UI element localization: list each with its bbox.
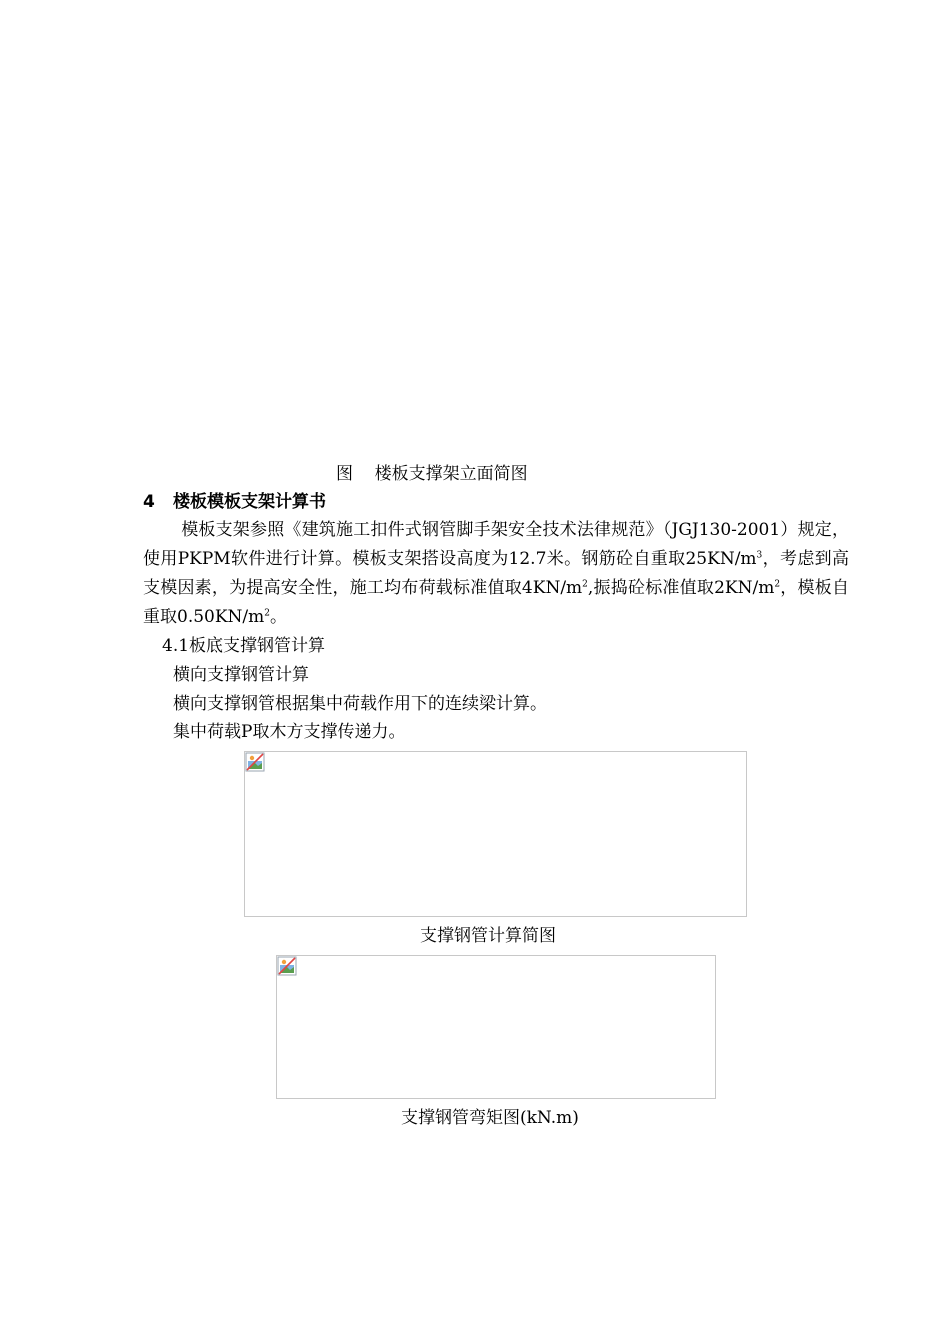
figure2-caption: 支撑钢管弯矩图(kN.m) [401,1108,579,1128]
text-line: 横向支撑钢管根据集中荷载作用下的连续梁计算。 [173,694,547,714]
broken-image-icon [245,752,265,772]
intro-paragraph: 模板支架参照《建筑施工扣件式钢管脚手架安全技术法律规范》（JGJ130-2001）规定，使用PKPM软件进行计算。模板支架搭设高度为12.7米。钢筋砼自重取$25KN/m^3$，考虑到高支模因素，为提高安全性，施工均布荷载标准值取$4KN/m^2$,振捣砼标准值取$2KN/m^2$，模板自重取$0.50KN/m^2$。 [143,520,850,627]
section-heading [143,492,326,512]
section-title: 楼板模板支架计算书 [173,492,326,512]
figure-caption-elevation: 图 楼板支撑架立面简图 [336,464,528,484]
text-line: 横向支撑钢管计算 [173,665,309,685]
subsection-heading: 4.1板底支撑钢管计算 [162,636,326,656]
figure-support-calc-diagram [244,751,747,917]
broken-image-icon [277,956,297,976]
section-number: 4 [143,492,155,512]
text-line: 集中荷载P取木方支撑传递力。 [173,722,406,742]
figure-bending-moment-diagram [276,955,716,1099]
figure1-caption: 支撑钢管计算简图 [420,926,556,946]
